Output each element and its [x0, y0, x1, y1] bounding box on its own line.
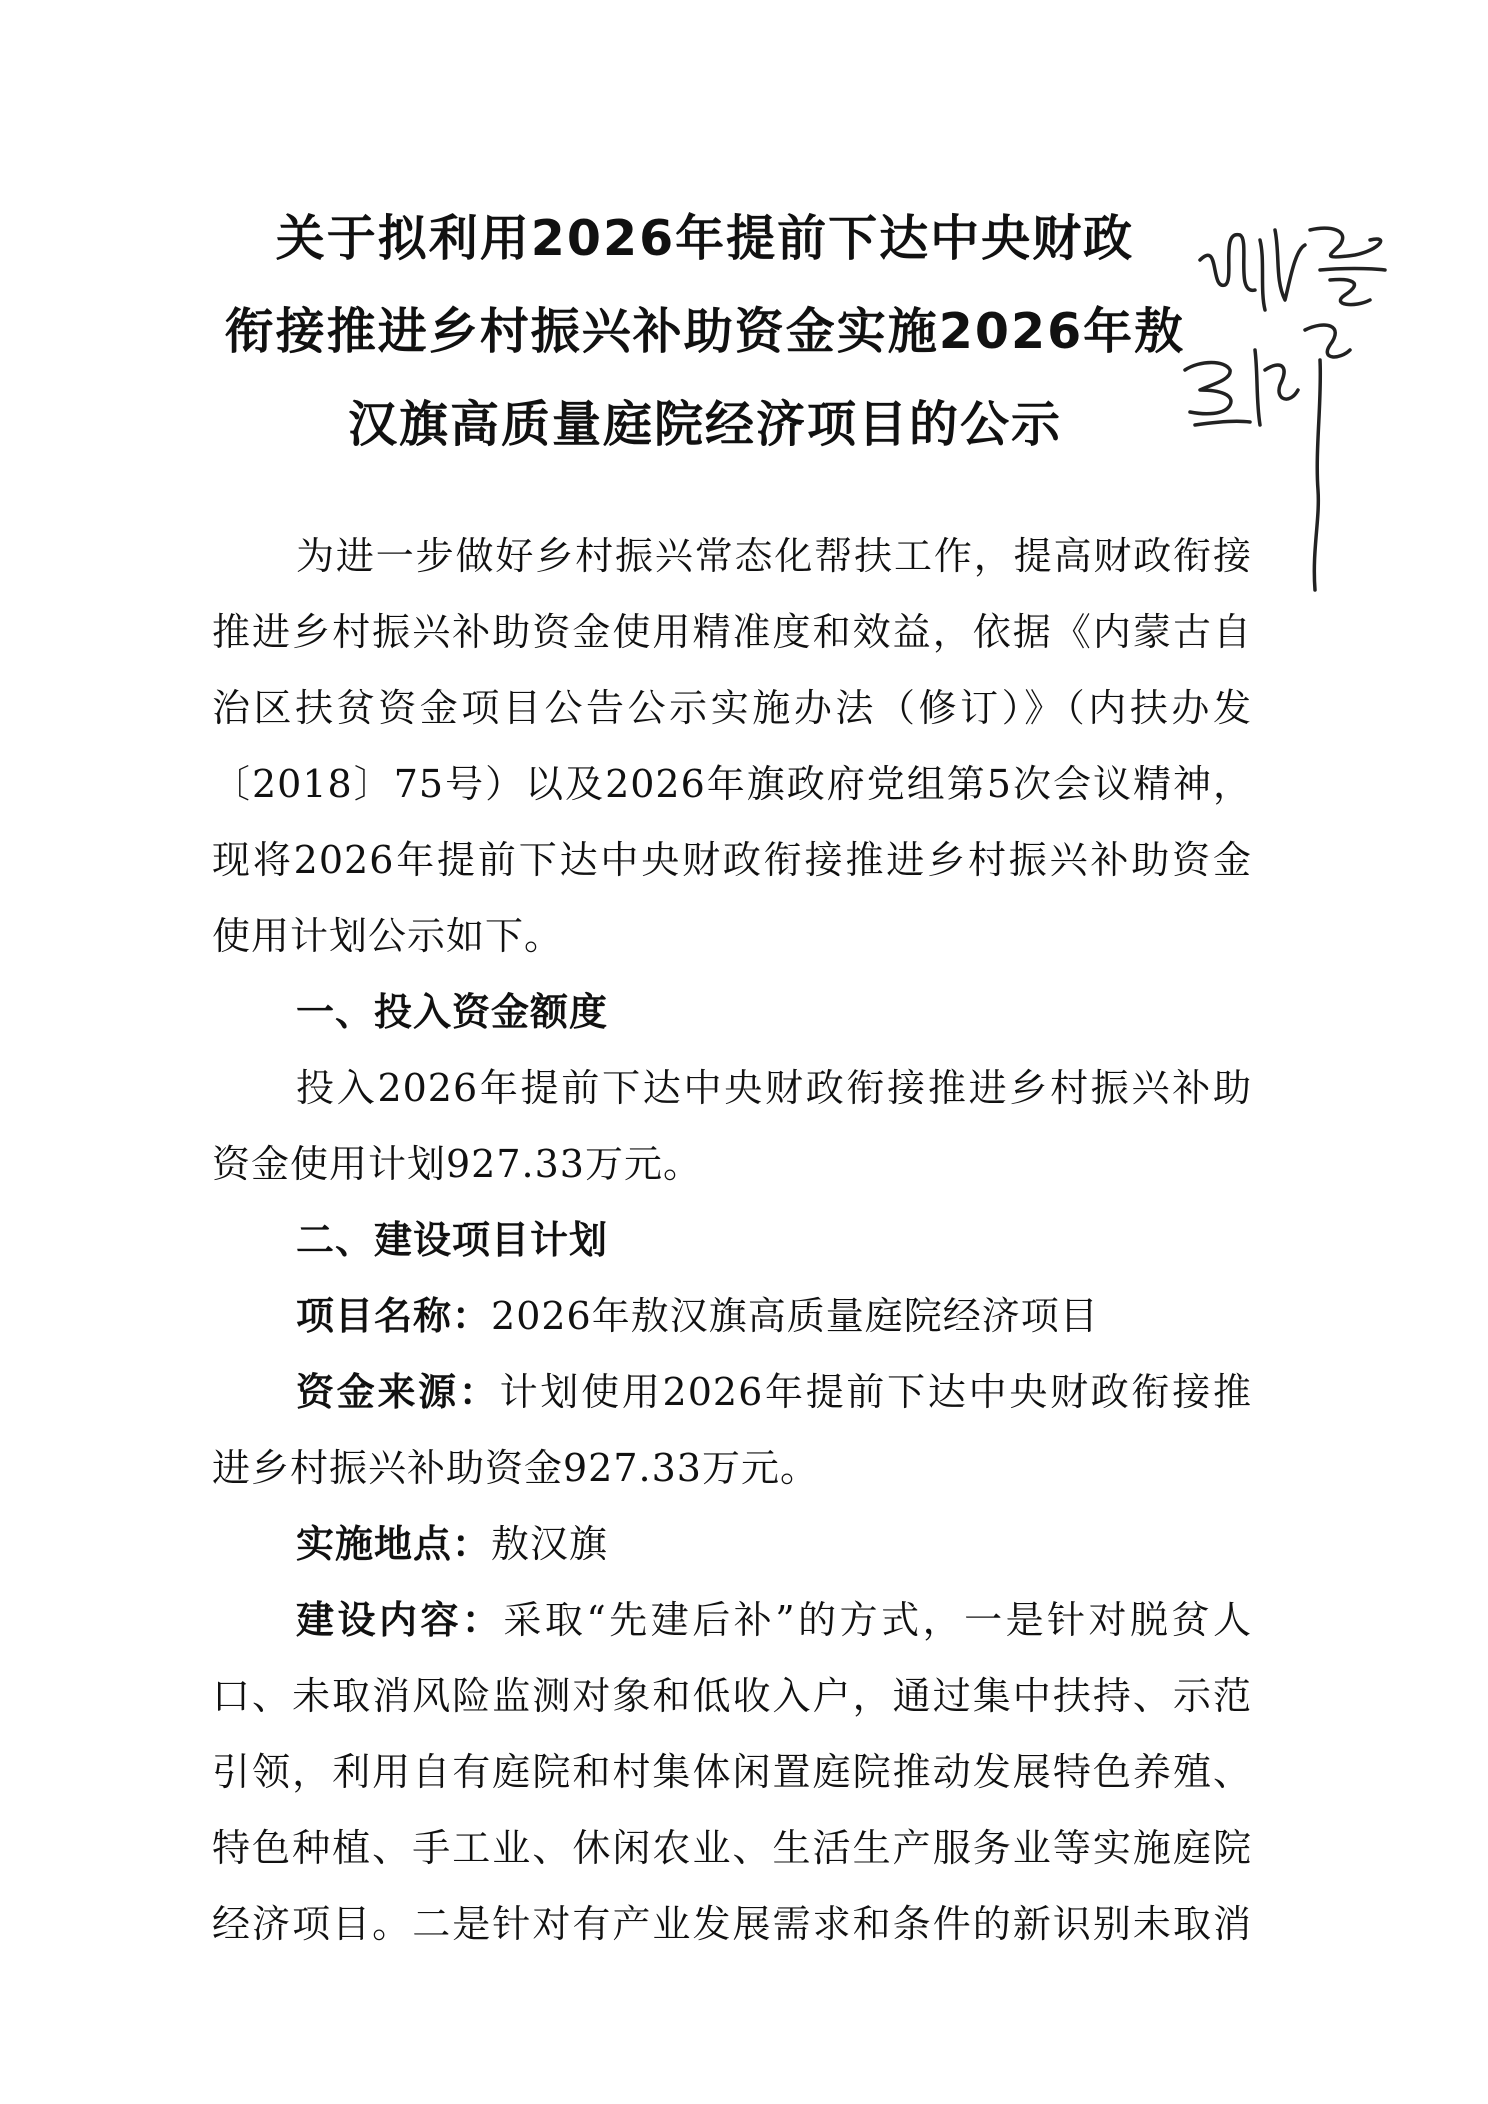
location-value: 敖汉旗: [491, 1522, 609, 1566]
content-line: 口、未取消风险监测对象和低收入户，通过集中扶持、示范: [212, 1674, 1252, 1718]
signature-2-stroke: [1195, 421, 1250, 425]
signature-2-stroke: [1265, 365, 1298, 399]
section-2-heading: 二、建设项目计划: [296, 1217, 609, 1262]
intro-line: 推进乡村振兴补助资金使用精准度和效益，依据《内蒙古自: [212, 610, 1252, 654]
intro-line: 现将2026年提前下达中央财政衔接推进乡村振兴补助资金: [212, 838, 1252, 882]
signature-1-stroke: [1310, 228, 1381, 257]
title-line-2: 衔接推进乡村振兴补助资金实施2026年敖: [224, 303, 1186, 360]
signature-1-stroke: [1275, 230, 1305, 300]
document-title: [200, 192, 1210, 471]
title-line-3: 汉旗高质量庭院经济项目的公示: [347, 396, 1062, 453]
title-line-1: 关于拟利用2026年提前下达中央财政: [275, 210, 1135, 267]
section-1-heading: 一、投入资金额度: [296, 989, 609, 1034]
content-line: 引领，利用自有庭院和村集体闲置庭院推动发展特色养殖、: [212, 1750, 1252, 1794]
project-name-label: 项目名称：: [296, 1293, 492, 1338]
intro-line: 〔2018〕75号）以及2026年旗政府党组第5次会议精神，: [212, 762, 1252, 806]
intro-line: 使用计划公示如下。: [212, 914, 564, 958]
intro-line: 为进一步做好乡村振兴常态化帮扶工作，提高财政衔接: [296, 534, 1252, 578]
section-1-line: 资金使用计划927.33万元。: [212, 1142, 702, 1186]
signature-1-stroke: [1200, 235, 1255, 291]
fund-source-label: 资金来源：: [296, 1369, 500, 1414]
signature-2-stroke: [1314, 360, 1320, 590]
content-row: [212, 1582, 1252, 1658]
content-line: 采取“先建后补”的方式，一是针对脱贫人: [503, 1598, 1252, 1642]
content-line: 特色种植、手工业、休闲农业、生活生产服务业等实施庭院: [212, 1826, 1252, 1870]
location-row: [212, 1506, 1252, 1582]
content-label: 建设内容：: [296, 1597, 504, 1642]
fund-source-row: [212, 1354, 1252, 1430]
document-body: [212, 518, 1252, 1962]
signature-1-stroke: [1320, 269, 1385, 271]
intro-line: 治区扶贫资金项目公告公示实施办法（修订）》（内扶办发: [212, 686, 1252, 730]
project-name-row: [212, 1278, 1252, 1354]
fund-source-line: 进乡村振兴补助资金927.33万元。: [212, 1446, 819, 1490]
fund-source-line: 计划使用2026年提前下达中央财政衔接推: [499, 1370, 1252, 1414]
signature-1-stroke: [1260, 240, 1265, 310]
location-label: 实施地点：: [296, 1521, 492, 1566]
project-name-value: 2026年敖汉旗高质量庭院经济项目: [491, 1294, 1099, 1338]
content-line: 经济项目。二是针对有产业发展需求和条件的新识别未取消: [212, 1902, 1252, 1946]
section-1-line: 投入2026年提前下达中央财政衔接推进乡村振兴补助: [296, 1066, 1252, 1110]
signature-1-stroke: [1330, 280, 1370, 305]
signature-2-stroke: [1305, 325, 1350, 357]
signature-2-stroke: [1255, 350, 1260, 425]
signature-2-stroke: [1185, 363, 1231, 414]
